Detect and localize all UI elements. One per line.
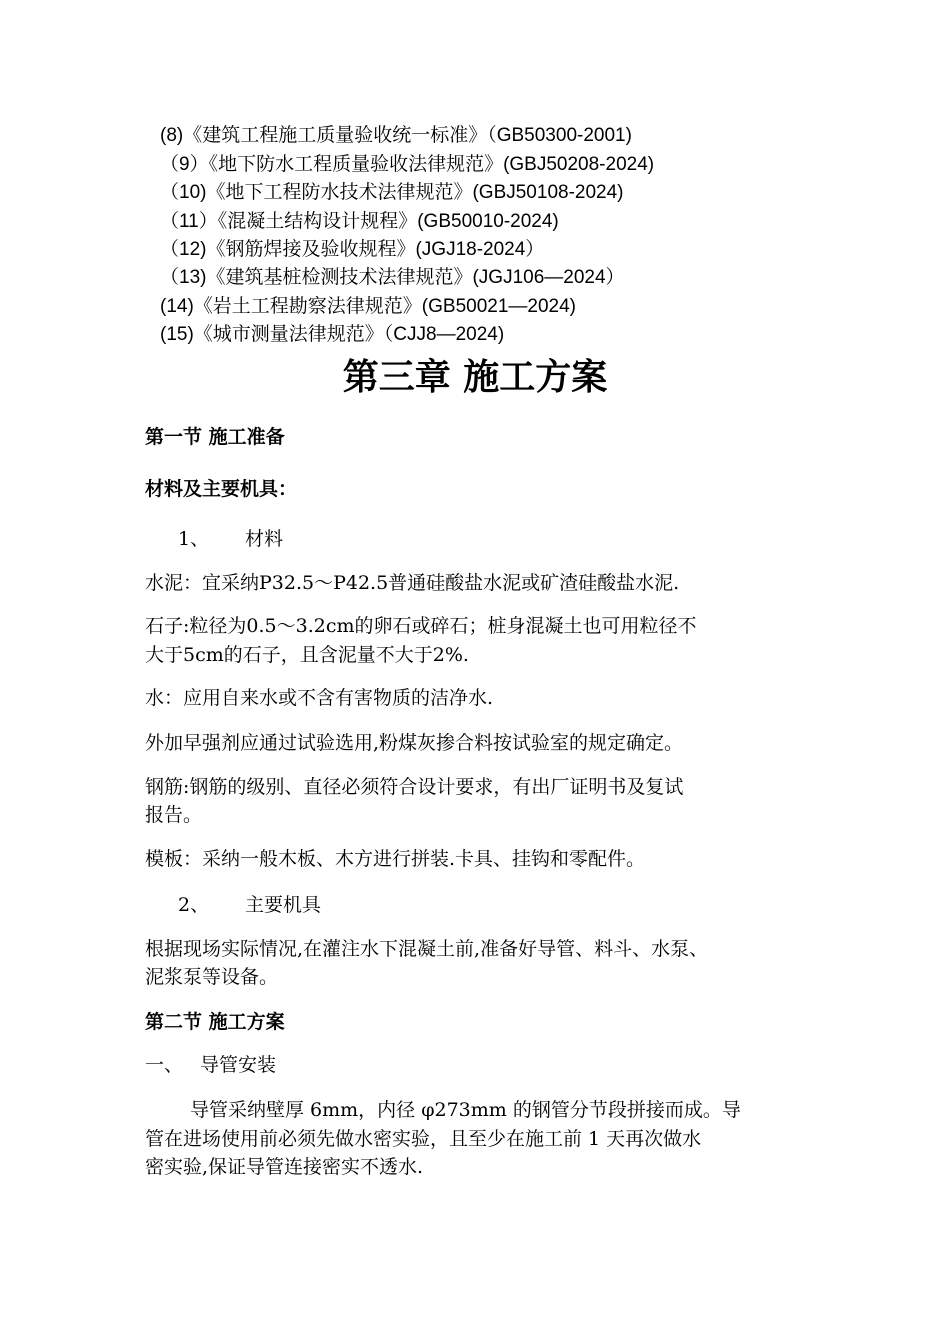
- list-label: 材料: [245, 528, 284, 550]
- list-number: 一、: [145, 1054, 184, 1076]
- reference-item: (8)《建筑工程施工质量验收统一标准》（GB50300-2001): [160, 125, 632, 146]
- paragraph-admixture: 外加早强剂应通过试验选用,粉煤灰掺合料按试验室的规定确定。: [145, 732, 684, 754]
- paragraph-conduit-line: 导管采纳壁厚 6mm，内径 φ273mm 的钢管分节段拼接而成。导: [190, 1099, 741, 1121]
- reference-item: (15)《城市测量法律规范》（CJJ8—2024): [160, 324, 505, 345]
- list-number: 2、: [178, 894, 210, 916]
- reference-item: （9）《地下防水工程质量验收法律规范》(GBJ50208-2024): [160, 154, 655, 175]
- paragraph-stone-line: 石子:粒径为0.5～3.2cm的卵石或碎石；桩身混凝土也可用粒径不: [145, 615, 697, 637]
- subsection-title: 材料及主要机具：: [145, 478, 298, 500]
- reference-item: （12)《钢筋焊接及验收规程》(JGJ18-2024）: [160, 239, 545, 260]
- paragraph-equipment-line: 根据现场实际情况,在灌注水下混凝土前,准备好导管、料斗、水泵、: [145, 938, 709, 960]
- paragraph-stone-line: 大于5cm的石子，且含泥量不大于2%.: [145, 644, 469, 666]
- chapter-title: 第三章 施工方案: [342, 357, 608, 398]
- list-label: 导管安装: [200, 1054, 277, 1076]
- paragraph-conduit-line: 密实验,保证导管连接密实不透水.: [145, 1156, 424, 1178]
- reference-item: （10)《地下工程防水技术法律规范》(GBJ50108-2024): [160, 182, 624, 203]
- paragraph-equipment-line: 泥浆泵等设备。: [145, 966, 279, 988]
- reference-item: (14)《岩土工程勘察法律规范》(GB50021—2024): [160, 296, 576, 317]
- reference-item: （13)《建筑基桩检测技术法律规范》(JGJ106—2024）: [160, 267, 625, 288]
- paragraph-rebar-line: 钢筋:钢筋的级别、直径必须符合设计要求，有出厂证明书及复试: [145, 776, 684, 798]
- reference-item: （11）《混凝土结构设计规程》(GB50010-2024): [160, 211, 559, 232]
- paragraph-formwork: 模板：采纳一般木板、木方进行拼装.卡具、挂钩和零配件。: [145, 848, 646, 870]
- list-number: 1、: [178, 528, 210, 550]
- section-title: 第二节 施工方案: [145, 1011, 285, 1033]
- paragraph-cement: 水泥：宜采纳P32.5～P42.5普通硅酸盐水泥或矿渣硅酸盐水泥.: [145, 572, 680, 594]
- paragraph-rebar-line: 报告。: [145, 804, 203, 826]
- paragraph-water: 水：应用自来水或不含有害物质的洁净水.: [145, 687, 494, 709]
- list-label: 主要机具: [245, 894, 322, 916]
- section-title: 第一节 施工准备: [145, 426, 285, 448]
- paragraph-conduit-line: 管在进场使用前必须先做水密实验，且至少在施工前 1 天再次做水: [145, 1128, 702, 1150]
